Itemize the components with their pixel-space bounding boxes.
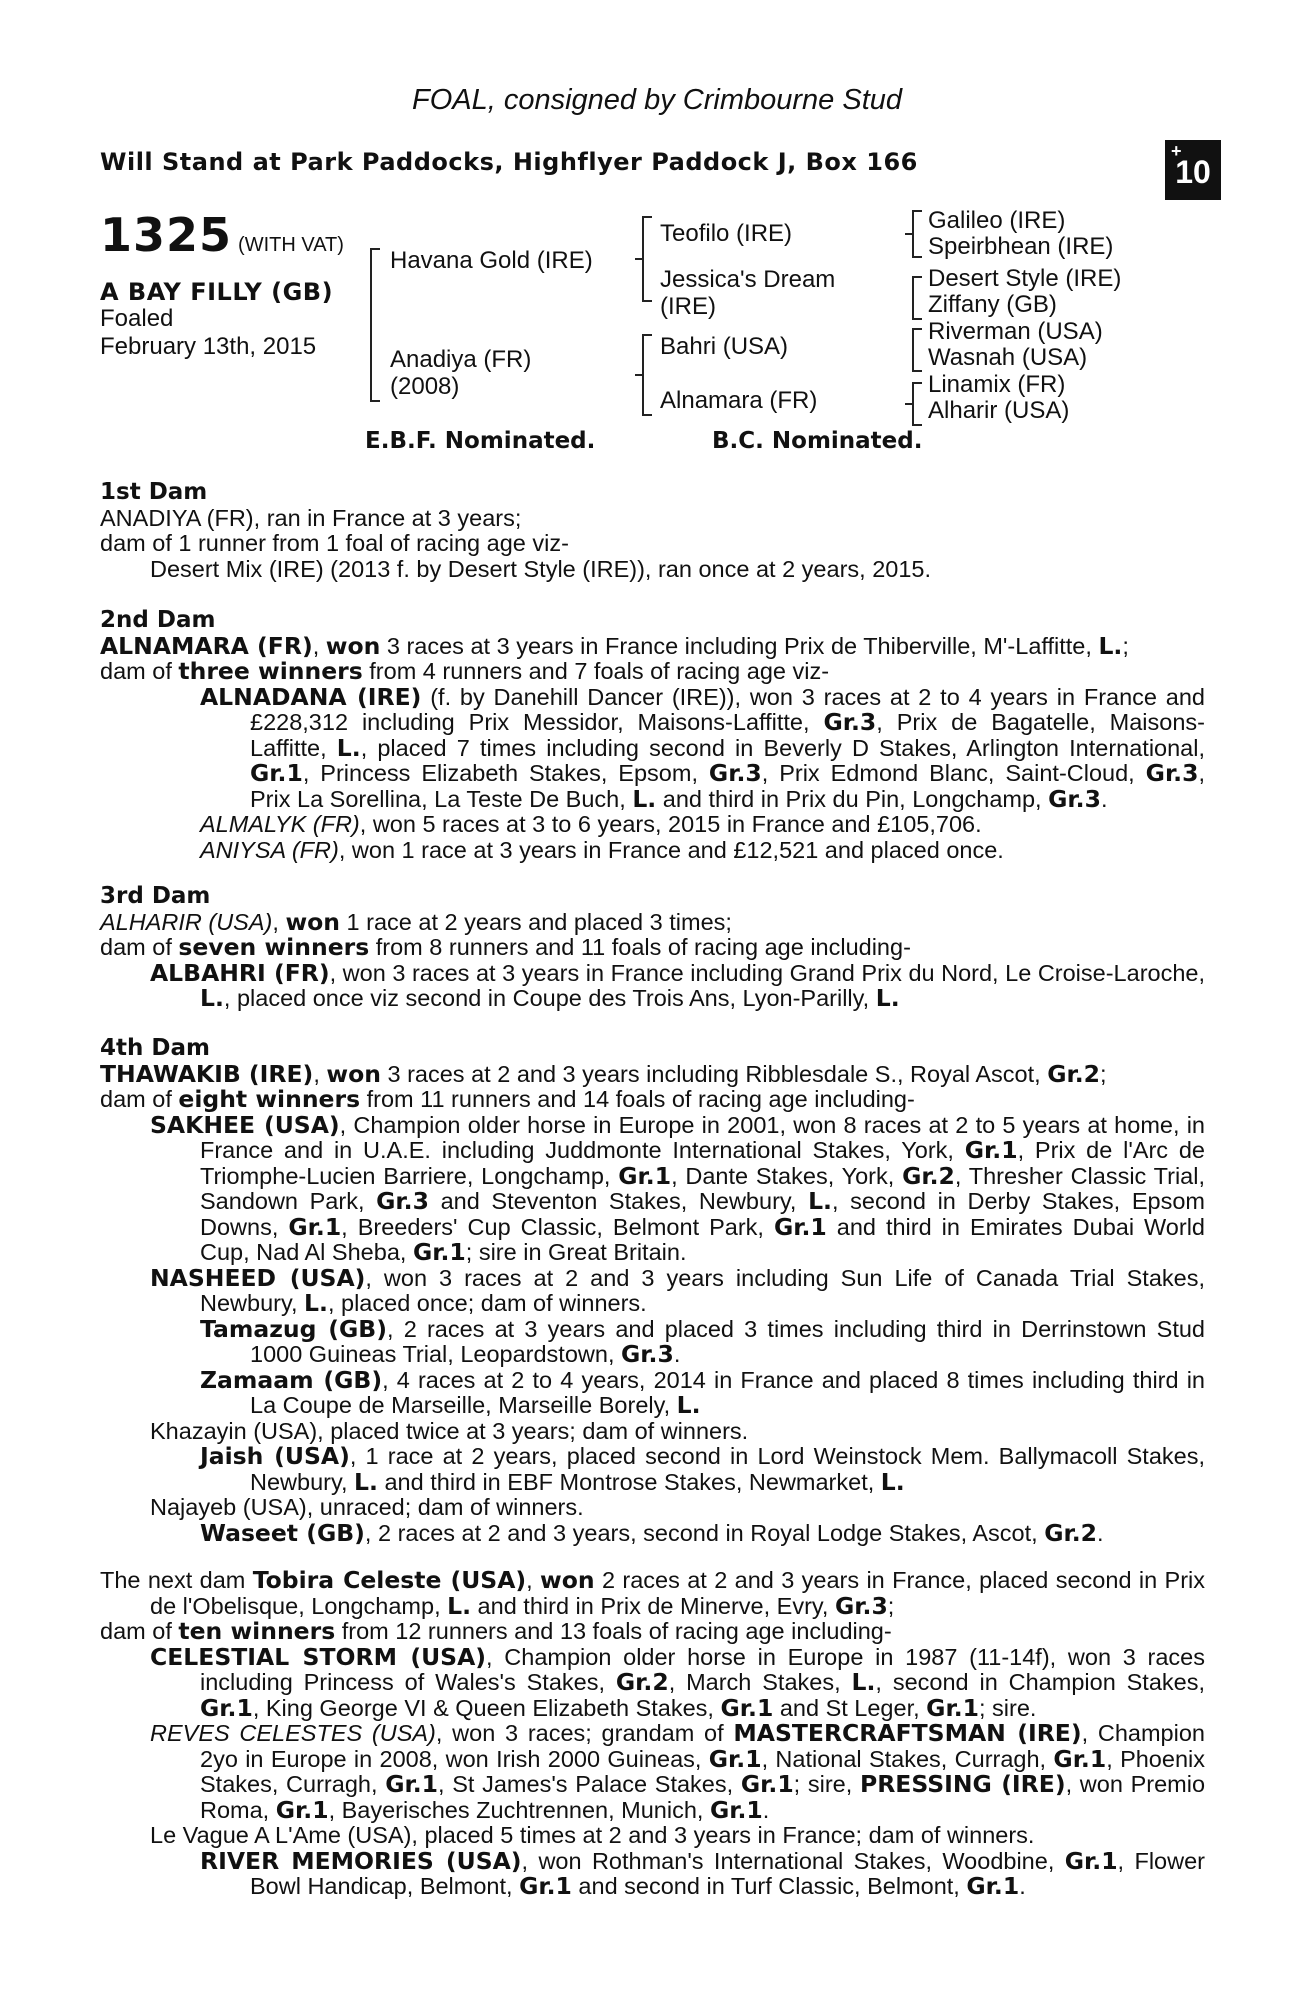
ped-dss: Riverman (USA)	[928, 318, 1103, 345]
produce-entry: Khazayin (USA), placed twice at 3 years; dam of winners.	[150, 1417, 749, 1444]
ped-dam	[390, 346, 531, 400]
third-dam-summary: dam of seven winners from 8 runners and 11 foals of racing age including-	[100, 933, 911, 961]
next-dam-entry: The next dam Tobira Celeste (USA), won 2 races at 2 and 3 years in France, placed second in Prix de l'Obelisque, Longchamp, L. and third in Prix de Minerve, Evry, Gr.3;	[100, 1566, 1205, 1620]
produce-entry: Najayeb (USA), unraced; dam of winners.	[150, 1494, 584, 1520]
badge-number: 10	[1175, 154, 1211, 190]
second-dam-heading: 2nd Dam	[100, 607, 216, 633]
ped-ds: Bahri (USA)	[660, 333, 789, 360]
ped-dam-year: (2008)	[390, 373, 460, 400]
lot-header	[100, 208, 344, 262]
consignment-line: FOAL, consigned by Crimbourne Stud	[411, 84, 903, 116]
produce-entry: ALNADANA (IRE) (f. by Danehill Dancer (IRE)), won 3 races at 2 to 4 years in France and £228,312 including Prix Messidor, Maisons-Laffitte, Gr.3, Prix de Bagatelle, Maisons-Laffitte, L., placed 7 times including second in Beverly D Stakes, Arlington International, Gr.1, Princess Elizabeth Stakes, Epsom, Gr.3, Prix Edmond Blanc, Saint-Cloud, Gr.3, Prix La Sorellina, La Teste De Buch, L. and third in Prix du Pin, Longchamp, Gr.3.	[200, 682, 1206, 813]
fourth-dam-heading: 4th Dam	[100, 1035, 210, 1061]
first-dam-line: dam of 1 runner from 1 foal of racing age viz-	[100, 530, 569, 556]
brace-sire	[642, 216, 652, 302]
grandproduce-entry: Tamazug (GB), 2 races at 3 years and placed 3 times including third in Derrinstown Stud 1000 Guineas Trial, Leopardstown, Gr.3.	[200, 1314, 1206, 1368]
grandproduce-entry: Zamaam (GB), 4 races at 2 to 4 years, 2014 in France and placed 8 times including third in La Coupe de Marseille, Marseille Borely, L.	[200, 1365, 1205, 1419]
produce-entry: SAKHEE (USA), Champion older horse in Europe in 2001, won 8 races at 2 to 5 years at home, in France and in U.A.E. including Juddmonte International Stakes, York, Gr.1, Prix de l'Arc de Triomphe-Lucien Barriere, Longchamp, Gr.1, Dante Stakes, York, Gr.2, Thresher Classic Trial, Sandown Park, Gr.3 and Steventon Stakes, Newbury, L., second in Derby Stakes, Epsom Downs, Gr.1, Breeders' Cup Classic, Belmont Park, Gr.1 and third in Emirates Dubai World Cup, Nad Al Sheba, Gr.1; sire in Great Britain.	[150, 1110, 1206, 1266]
ped-dd: Alnamara (FR)	[660, 387, 818, 414]
lot-title: A BAY FILLY (GB)	[100, 278, 334, 306]
foaled-date: February 13th, 2015	[100, 333, 317, 360]
fourth-dam-section	[100, 1036, 1205, 1546]
second-dam-section	[100, 608, 1205, 863]
lot-number: 1325	[100, 208, 233, 262]
brace-gen1	[370, 248, 380, 402]
stand-location: Will Stand at Park Paddocks, Highflyer Paddock J, Box 166	[100, 148, 918, 176]
produce-entry: Le Vague A L'Ame (USA), placed 5 times at 2 and 3 years in France; dam of winners.	[150, 1822, 1035, 1848]
produce-entry: CELESTIAL STORM (USA), Champion older horse in Europe in 1987 (11-14f), won 3 races including Princess of Wales's Stakes, Gr.2, March Stakes, L., second in Champion Stakes, Gr.1, King George VI & Queen Elizabeth Stakes, Gr.1 and St Leger, Gr.1; sire.	[150, 1642, 1206, 1722]
grandproduce-entry: RIVER MEMORIES (USA), won Rothman's International Stakes, Woodbine, Gr.1, Flower Bowl Handicap, Belmont, Gr.1 and second in Turf Classic, Belmont, Gr.1.	[200, 1846, 1205, 1900]
first-dam-section	[100, 480, 1205, 582]
ebf-nominated: E.B.F. Nominated.	[365, 428, 596, 454]
grandproduce-entry: Waseet (GB), 2 races at 2 and 3 years, second in Royal Lodge Stakes, Ascot, Gr.2.	[200, 1518, 1104, 1547]
grandproduce-entry: Jaish (USA), 1 race at 2 years, placed second in Lord Weinstock Mem. Ballymacoll Stakes, Newbury, L. and third in EBF Montrose Stakes, Newmarket, L.	[200, 1442, 1206, 1496]
ped-dsd: Wasnah (USA)	[928, 344, 1088, 371]
ped-sd-l1: Jessica's Dream	[660, 266, 836, 293]
ped-ddd: Alharir (USA)	[928, 397, 1070, 424]
produce-entry: REVES CELESTES (USA), won 3 races; grandam of MASTERCRAFTSMAN (IRE), Champion 2yo in Europe in 2008, won Irish 2000 Guineas, Gr.1, National Stakes, Curragh, Gr.1, Phoenix Stakes, Curragh, Gr.1, St James's Palace Stakes, Gr.1; sire, PRESSING (IRE), won Premio Roma, Gr.1, Bayerisches Zuchtrennen, Munich, Gr.1.	[150, 1719, 1206, 1824]
second-dam-entry: ALNAMARA (FR), won 3 races at 3 years in France including Prix de Thiberville, M'-Laffitte, L.;	[100, 631, 1129, 660]
brace-sd	[912, 276, 922, 320]
ped-sss: Galileo (IRE)	[928, 207, 1066, 234]
bc-nominated: B.C. Nominated.	[712, 428, 923, 454]
ped-sd-l2: (IRE)	[660, 293, 716, 320]
produce-entry: NASHEED (USA), won 3 races at 2 and 3 years including Sun Life of Canada Trial Stakes, Newbury, L., placed once; dam of winners.	[150, 1263, 1206, 1317]
ped-dam-name: Anadiya (FR)	[390, 346, 532, 373]
ped-dds: Linamix (FR)	[928, 371, 1066, 398]
first-dam-heading: 1st Dam	[100, 479, 208, 505]
brace-ss	[912, 210, 922, 258]
produce-entry: ALBAHRI (FR), won 3 races at 3 years in France including Grand Prix du Nord, Le Croise-Laroche, L., placed once viz second in Coupe des Trois Ans, Lyon-Parilly, L.	[150, 958, 1206, 1012]
foaled-info	[100, 305, 316, 361]
first-dam-produce: Desert Mix (IRE) (2013 f. by Desert Style (IRE)), ran once at 2 years, 2015.	[150, 555, 932, 582]
next-dam-summary: dam of ten winners from 12 runners and 13 foals of racing age including-	[100, 1617, 892, 1645]
ped-sd	[660, 266, 835, 320]
next-dam-section	[100, 1568, 1205, 1900]
brace-ds	[912, 328, 922, 372]
produce-entry: ALMALYK (FR), won 5 races at 3 to 6 years, 2015 in France and £105,706.	[200, 811, 982, 837]
fourth-dam-summary: dam of eight winners from 11 runners and 14 foals of racing age including-	[100, 1085, 915, 1113]
third-dam-heading: 3rd Dam	[100, 883, 211, 909]
brace-dd	[912, 382, 922, 426]
ped-sire: Havana Gold (IRE)	[390, 247, 593, 274]
fourth-dam-entry: THAWAKIB (IRE), won 3 races at 2 and 3 years including Ribblesdale S., Royal Ascot, Gr.2;	[100, 1059, 1107, 1088]
third-dam-entry: ALHARIR (USA), won 1 race at 2 years and placed 3 times;	[100, 907, 732, 936]
first-dam-line: ANADIYA (FR), ran in France at 3 years;	[100, 504, 522, 531]
ped-sds: Desert Style (IRE)	[928, 265, 1122, 292]
produce-entry: ANIYSA (FR), won 1 race at 3 years in France and £12,521 and placed once.	[200, 836, 1004, 863]
ped-sdd: Ziffany (GB)	[928, 291, 1057, 318]
page-badge	[1165, 140, 1221, 200]
ped-ssd: Speirbhean (IRE)	[928, 233, 1114, 260]
vat-note: (WITH VAT)	[238, 234, 344, 256]
ped-ss: Teofilo (IRE)	[660, 220, 793, 247]
brace-dam	[642, 334, 652, 416]
foaled-label: Foaled	[100, 305, 174, 332]
badge-plus: +	[1171, 141, 1182, 161]
second-dam-summary: dam of three winners from 4 runners and 7 foals of racing age viz-	[100, 657, 830, 685]
third-dam-section	[100, 884, 1205, 1012]
